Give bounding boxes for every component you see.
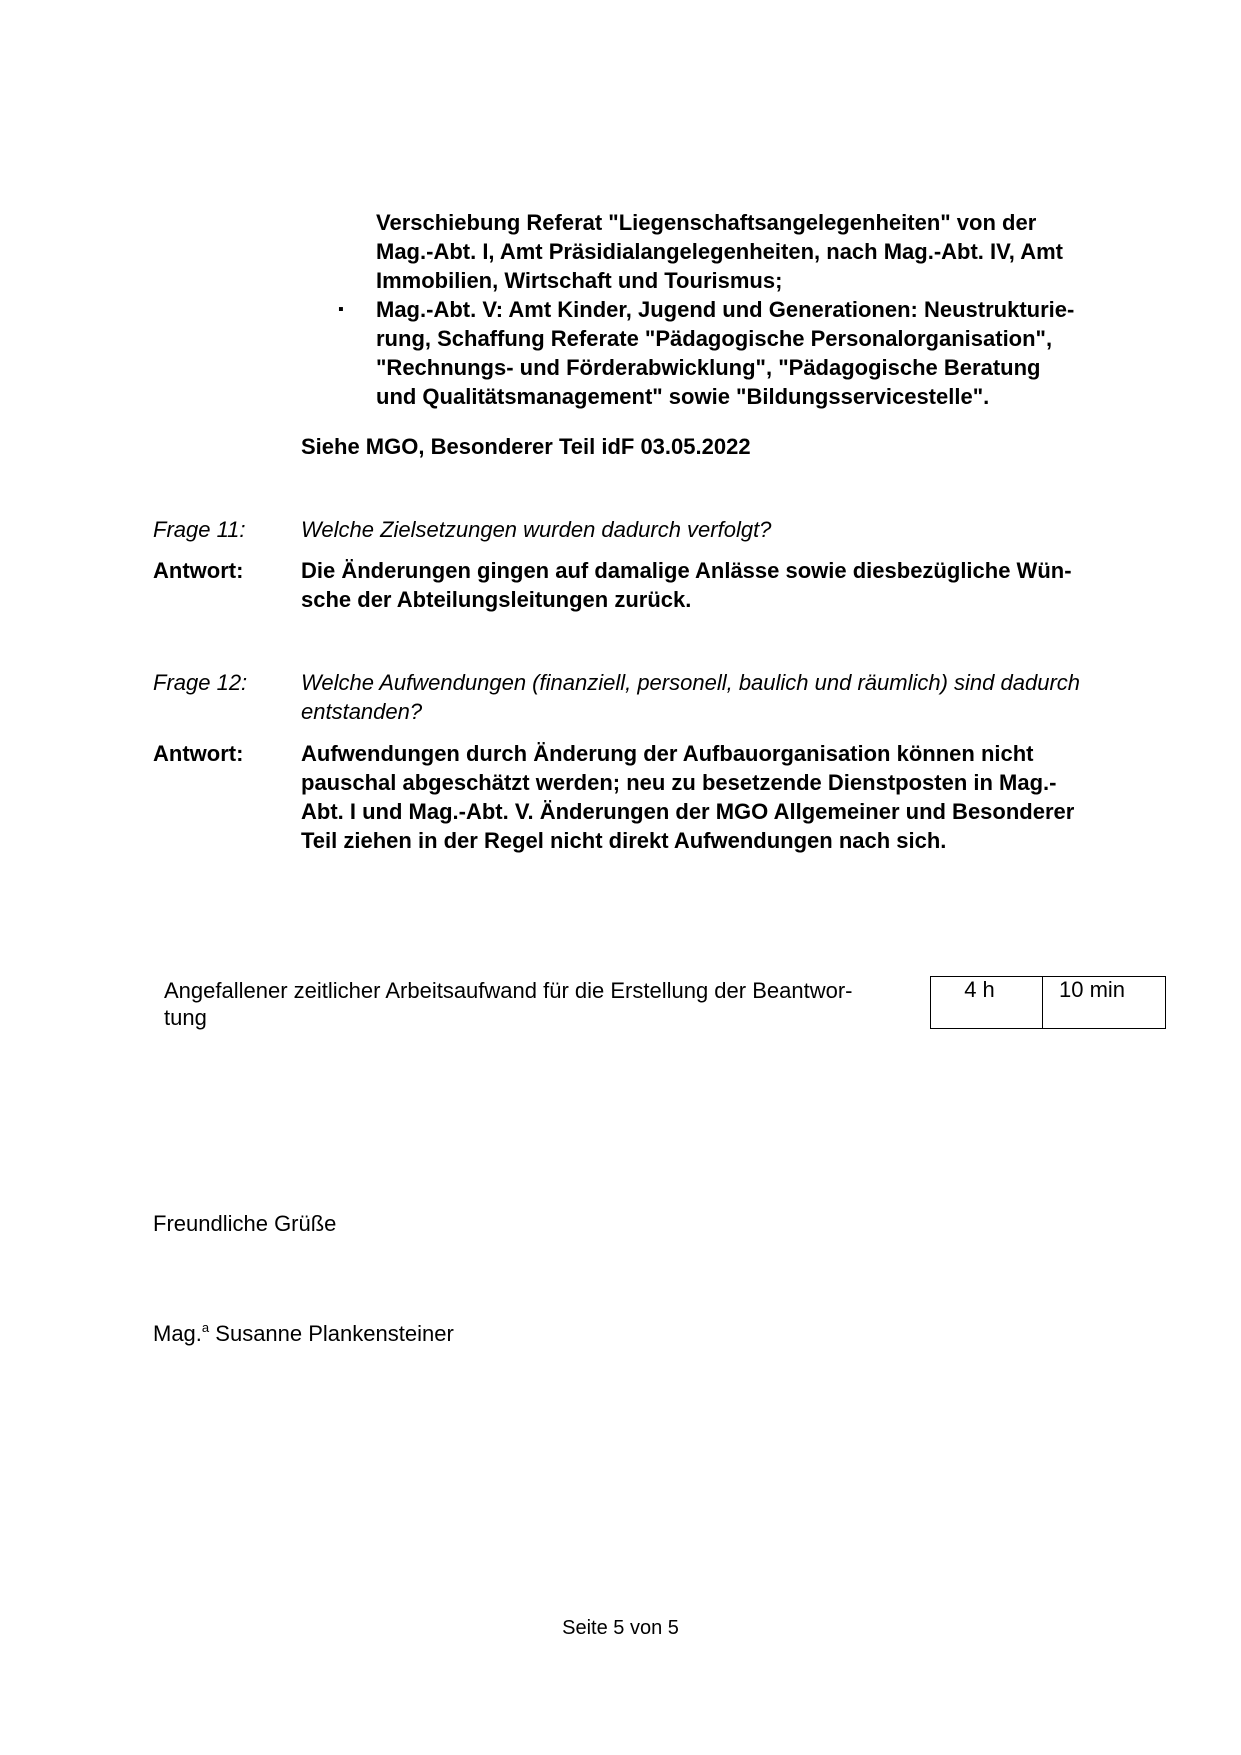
question-12-text <box>301 668 1141 726</box>
question-11-text <box>301 515 1141 544</box>
page-number: Seite 5 von 5 <box>562 1617 679 1639</box>
text-line: entstanden? <box>301 699 423 724</box>
question-11-label: Frage 11: <box>153 517 246 542</box>
text-line: Mag.-Abt. V: Amt Kinder, Jugend und Generationen: Neustrukturie- <box>376 297 1075 322</box>
effort-minutes-cell: 10 min <box>1059 977 1126 1002</box>
text-line: Angefallener zeitlicher Arbeitsaufwand für die Erstellung der Beantwor- <box>164 978 853 1003</box>
text-line: Teil ziehen in der Regel nicht direkt Aufwendungen nach sich. <box>301 828 947 853</box>
text-line: rung, Schaffung Referate "Pädagogische Personalorganisation", <box>376 326 1053 351</box>
effort-label <box>164 977 904 1031</box>
effort-table <box>930 976 1166 1029</box>
bullet-text <box>376 295 1136 411</box>
text-line: Welche Zielsetzungen wurden dadurch verfolgt? <box>301 517 772 542</box>
list-item-continuation <box>376 208 1136 295</box>
signer-name: Susanne Plankensteiner <box>215 1321 454 1346</box>
text-line: Die Änderungen gingen auf damalige Anlässe sowie diesbezügliche Wün- <box>301 558 1072 583</box>
signer-title-suffix: a <box>201 1320 210 1335</box>
answer-11-label: Antwort: <box>153 558 244 583</box>
text-line: Welche Aufwendungen (finanziell, personell, baulich und räumlich) sind dadurch <box>301 670 1081 695</box>
bullet-square-icon: ▪ <box>338 301 344 318</box>
question-12-label: Frage 12: <box>153 670 248 695</box>
text-line: Immobilien, Wirtschaft und Tourismus; <box>376 268 783 293</box>
text-line: tung <box>164 1005 207 1030</box>
effort-hours-cell: 4 h <box>931 977 1043 1028</box>
text-line: und Qualitätsmanagement" sowie "Bildungsservicestelle". <box>376 384 990 409</box>
answer-12-text <box>301 739 1141 855</box>
see-also-reference: Siehe MGO, Besonderer Teil idF 03.05.2022 <box>301 434 751 459</box>
signer-name-line <box>153 1320 454 1347</box>
text-line: Mag.-Abt. I, Amt Präsidialangelegenheiten, nach Mag.-Abt. IV, Amt <box>376 239 1063 264</box>
text-line: sche der Abteilungsleitungen zurück. <box>301 587 692 612</box>
text-line: Aufwendungen durch Änderung der Aufbauorganisation können nicht <box>301 741 1034 766</box>
text-line: "Rechnungs- und Förderabwicklung", "Pädagogische Beratung <box>376 355 1041 380</box>
answer-12-label: Antwort: <box>153 741 244 766</box>
closing-greeting: Freundliche Grüße <box>153 1211 337 1236</box>
signer-title: Mag. <box>153 1321 202 1346</box>
text-line: pauschal abgeschätzt werden; neu zu besetzende Dienstposten in Mag.- <box>301 770 1057 795</box>
answer-11-text <box>301 556 1141 614</box>
text-line: Abt. I und Mag.-Abt. V. Änderungen der MGO Allgemeiner und Besonderer <box>301 799 1075 824</box>
text-line: Verschiebung Referat "Liegenschaftsangelegenheiten" von der <box>376 210 1037 235</box>
